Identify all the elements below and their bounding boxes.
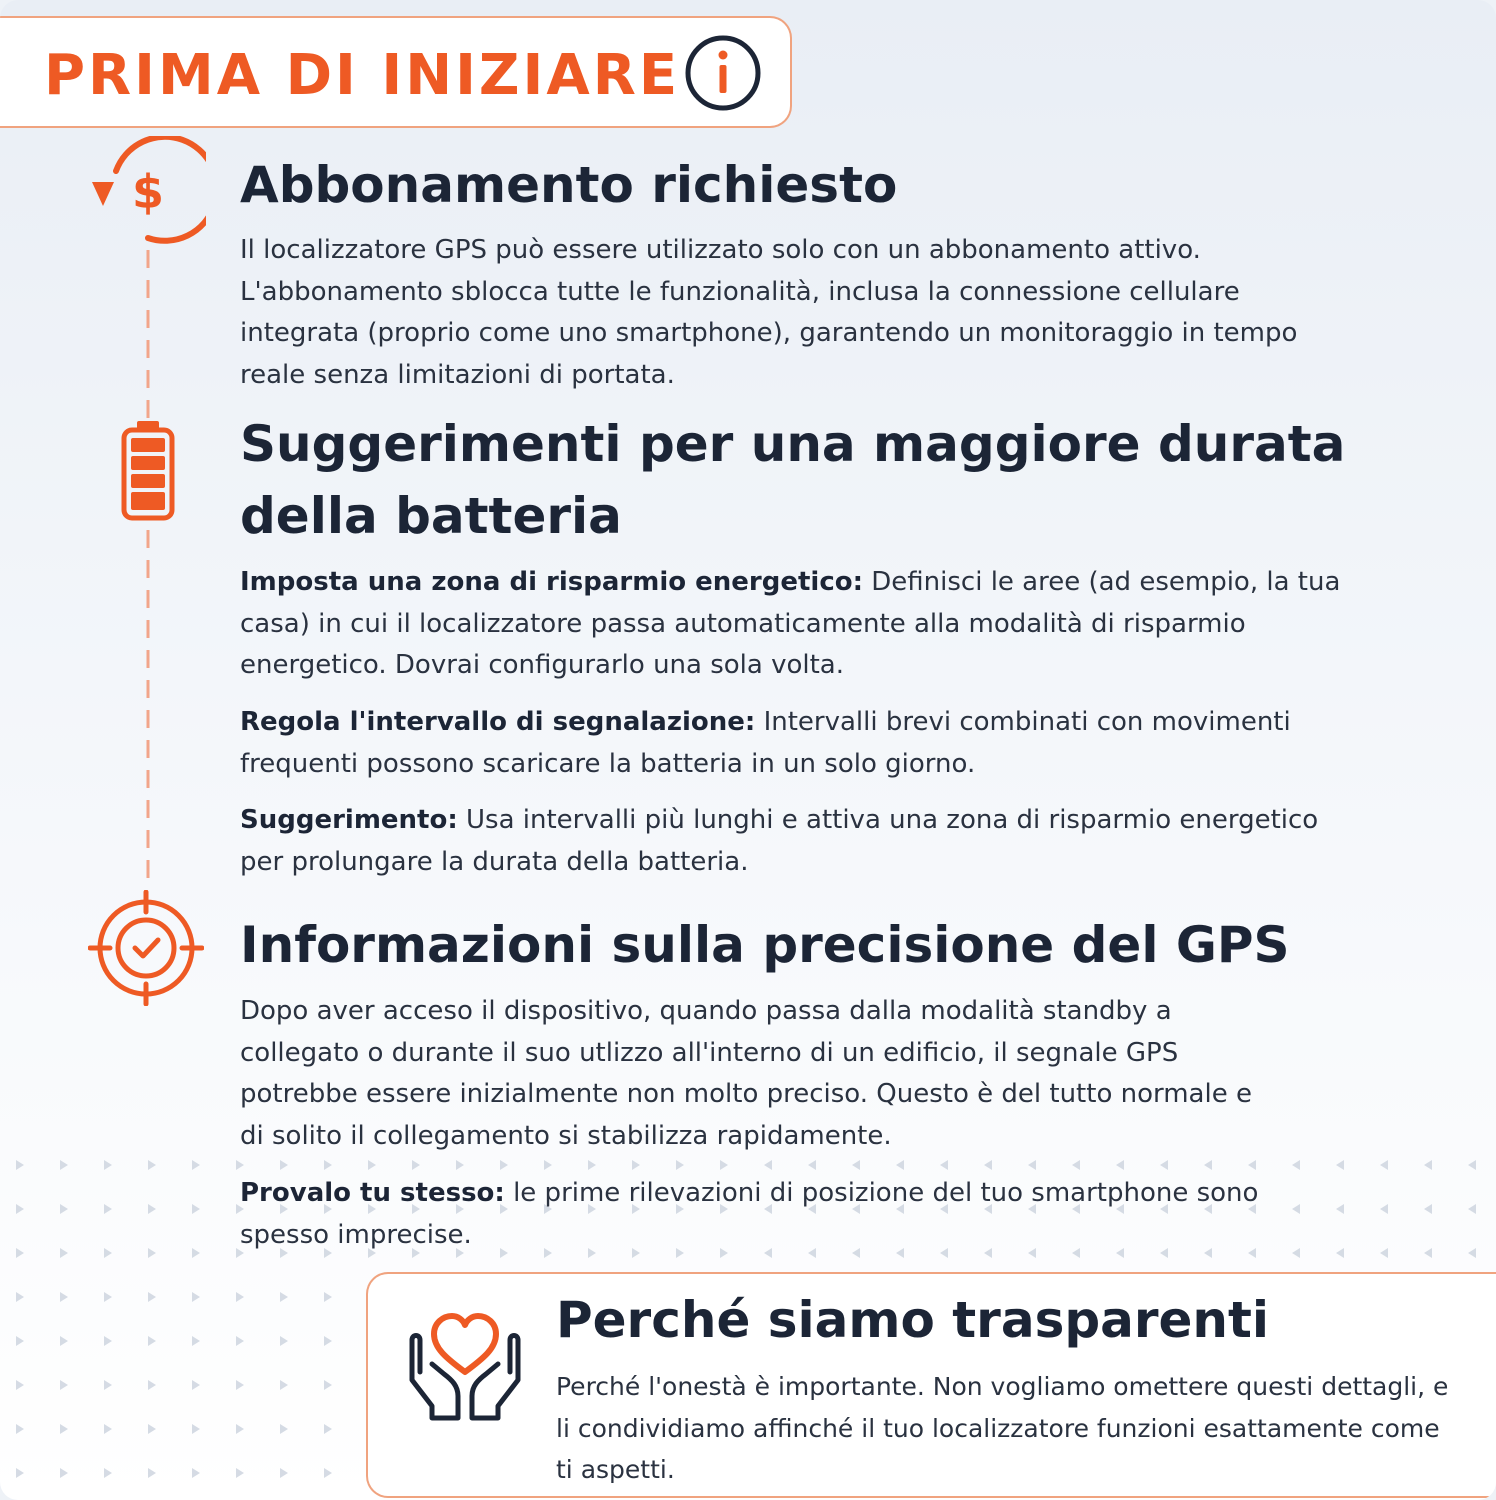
- chevron-decoration: [984, 1248, 992, 1258]
- chevron-decoration: [456, 1160, 464, 1170]
- chevron-decoration: [60, 1380, 68, 1390]
- chevron-decoration: [324, 1468, 332, 1478]
- target-check-icon: [88, 890, 204, 1006]
- chevron-decoration: [1072, 1160, 1080, 1170]
- tip-label: Regola l'intervallo di segnalazione:: [240, 707, 756, 737]
- chevron-decoration: [368, 1160, 376, 1170]
- chevron-decoration: [1248, 1160, 1256, 1170]
- chevron-decoration: [1116, 1160, 1124, 1170]
- chevron-decoration: [60, 1204, 68, 1214]
- section-title-battery-line-1: Suggerimenti per una maggiore durata: [240, 415, 1346, 473]
- chevron-decoration: [16, 1292, 24, 1302]
- chevron-decoration: [1204, 1160, 1212, 1170]
- chevron-decoration: [1292, 1248, 1300, 1258]
- chevron-decoration: [940, 1160, 948, 1170]
- chevron-decoration: [192, 1204, 200, 1214]
- chevron-decoration: [16, 1424, 24, 1434]
- chevron-decoration: [60, 1248, 68, 1258]
- chevron-decoration: [104, 1292, 112, 1302]
- section-title-gps-accuracy: Informazioni sulla precisione del GPS: [240, 916, 1290, 974]
- battery-tip-2-line-2: frequenti possono scaricare la batteria in un solo giorno.: [240, 748, 976, 779]
- chevron-decoration: [60, 1468, 68, 1478]
- chevron-decoration: [148, 1160, 156, 1170]
- chevron-decoration: [1424, 1248, 1432, 1258]
- chevron-decoration: [896, 1248, 904, 1258]
- battery-tip-1-line-2: casa) in cui il localizzatore passa automaticamente alla modalità di risparmio: [240, 608, 1246, 639]
- chevron-decoration: [324, 1424, 332, 1434]
- chevron-decoration: [896, 1160, 904, 1170]
- chevron-decoration: [1116, 1248, 1124, 1258]
- chevron-decoration: [632, 1248, 640, 1258]
- chevron-decoration: [852, 1248, 860, 1258]
- chevron-decoration: [104, 1424, 112, 1434]
- chevron-decoration: [808, 1248, 816, 1258]
- chevron-decoration: [148, 1204, 156, 1214]
- chevron-decoration: [192, 1248, 200, 1258]
- chevron-decoration: [1248, 1248, 1256, 1258]
- chevron-decoration: [1028, 1160, 1036, 1170]
- chevron-decoration: [1380, 1204, 1388, 1214]
- hands-heart-icon: [406, 1310, 524, 1422]
- chevron-decoration: [1424, 1160, 1432, 1170]
- chevron-decoration: [280, 1336, 288, 1346]
- chevron-decoration: [280, 1292, 288, 1302]
- chevron-decoration: [104, 1380, 112, 1390]
- chevron-decoration: [1160, 1160, 1168, 1170]
- transparency-line-1: Perché l'onestà è importante. Non vogliamo omettere questi dettagli, e: [556, 1372, 1449, 1401]
- chevron-decoration: [60, 1336, 68, 1346]
- gps-line-2: collegato o durante il suo utlizzo all'interno di un edificio, il segnale GPS: [240, 1037, 1179, 1068]
- chevron-decoration: [588, 1160, 596, 1170]
- transparency-line-3: ti aspetti.: [556, 1455, 675, 1484]
- chevron-decoration: [60, 1292, 68, 1302]
- chevron-decoration: [192, 1160, 200, 1170]
- battery-tip-3-line-2: per prolungare la durata della batteria.: [240, 846, 749, 877]
- chevron-decoration: [588, 1248, 596, 1258]
- chevron-decoration: [1336, 1248, 1344, 1258]
- chevron-decoration: [236, 1424, 244, 1434]
- chevron-decoration: [324, 1336, 332, 1346]
- chevron-decoration: [1292, 1204, 1300, 1214]
- chevron-decoration: [192, 1468, 200, 1478]
- chevron-decoration: [324, 1160, 332, 1170]
- chevron-decoration: [16, 1204, 24, 1214]
- chevron-decoration: [1292, 1160, 1300, 1170]
- chevron-decoration: [544, 1160, 552, 1170]
- chevron-decoration: [104, 1248, 112, 1258]
- chevron-decoration: [764, 1248, 772, 1258]
- chevron-decoration: [236, 1292, 244, 1302]
- chevron-decoration: [148, 1248, 156, 1258]
- svg-text:$: $: [131, 165, 165, 219]
- chevron-decoration: [720, 1248, 728, 1258]
- page-title: PRIMA DI INIZIARE: [44, 43, 681, 108]
- tip-label: Imposta una zona di risparmio energetico:: [240, 567, 863, 597]
- timeline-connector: [146, 240, 150, 890]
- chevron-decoration: [808, 1160, 816, 1170]
- section-title-subscription: Abbonamento richiesto: [240, 156, 898, 214]
- chevron-decoration: [104, 1336, 112, 1346]
- chevron-decoration: [1336, 1160, 1344, 1170]
- chevron-decoration: [1336, 1204, 1344, 1214]
- chevron-decoration: [1028, 1248, 1036, 1258]
- chevron-decoration: [940, 1248, 948, 1258]
- chevron-decoration: [148, 1336, 156, 1346]
- chevron-decoration: [236, 1380, 244, 1390]
- battery-icon: [118, 418, 178, 522]
- chevron-decoration: [676, 1160, 684, 1170]
- chevron-decoration: [412, 1160, 420, 1170]
- chevron-decoration: [236, 1160, 244, 1170]
- chevron-decoration: [104, 1468, 112, 1478]
- chevron-decoration: [236, 1336, 244, 1346]
- transparency-title: Perché siamo trasparenti: [556, 1291, 1270, 1349]
- chevron-decoration: [1468, 1248, 1476, 1258]
- gps-line-1: Dopo aver acceso il dispositivo, quando passa dalla modalità standby a: [240, 996, 1172, 1026]
- subscription-line-3: integrata (proprio come uno smartphone), garantendo un monitoraggio in tempo: [240, 318, 1298, 348]
- chevron-decoration: [1380, 1248, 1388, 1258]
- chevron-decoration: [192, 1424, 200, 1434]
- gps-line-3: potrebbe essere inizialmente non molto preciso. Questo è del tutto normale e: [240, 1079, 1252, 1109]
- chevron-decoration: [280, 1380, 288, 1390]
- chevron-decoration: [148, 1468, 156, 1478]
- chevron-decoration: [192, 1336, 200, 1346]
- subscription-line-4: reale senza limitazioni di portata.: [240, 359, 675, 390]
- chevron-decoration: [16, 1380, 24, 1390]
- gps-line-4: di solito il collegamento si stabilizza rapidamente.: [240, 1120, 892, 1151]
- chevron-decoration: [764, 1160, 772, 1170]
- transparency-line-2: li condividiamo affinché il tuo localizzatore funzioni esattamente come: [556, 1413, 1440, 1443]
- battery-tip-1-line-3: energetico. Dovrai configurarlo una sola volta.: [240, 650, 845, 680]
- chevron-decoration: [544, 1248, 552, 1258]
- chevron-decoration: [1072, 1248, 1080, 1258]
- chevron-decoration: [1160, 1248, 1168, 1258]
- chevron-decoration: [148, 1424, 156, 1434]
- dollar-refresh-icon: [86, 136, 206, 246]
- gps-tip-line-2: spesso imprecise.: [240, 1219, 472, 1250]
- chevron-decoration: [16, 1160, 24, 1170]
- chevron-decoration: [324, 1380, 332, 1390]
- chevron-decoration: [148, 1380, 156, 1390]
- chevron-decoration: [500, 1248, 508, 1258]
- chevron-decoration: [16, 1248, 24, 1258]
- chevron-decoration: [16, 1468, 24, 1478]
- chevron-decoration: [500, 1160, 508, 1170]
- chevron-decoration: [676, 1248, 684, 1258]
- chevron-decoration: [16, 1336, 24, 1346]
- chevron-decoration: [324, 1292, 332, 1302]
- chevron-decoration: [852, 1160, 860, 1170]
- chevron-decoration: [104, 1204, 112, 1214]
- chevron-decoration: [280, 1160, 288, 1170]
- subscription-line-2: L'abbonamento sblocca tutte le funzionalità, inclusa la connessione cellulare: [240, 276, 1240, 307]
- subscription-line-1: Il localizzatore GPS può essere utilizzato solo con un abbonamento attivo.: [240, 235, 1201, 265]
- chevron-decoration: [1468, 1160, 1476, 1170]
- chevron-decoration: [720, 1160, 728, 1170]
- chevron-decoration: [192, 1292, 200, 1302]
- chevron-decoration: [984, 1160, 992, 1170]
- chevron-decoration: [60, 1424, 68, 1434]
- chevron-decoration: [632, 1160, 640, 1170]
- chevron-decoration: [104, 1160, 112, 1170]
- chevron-decoration: [60, 1160, 68, 1170]
- battery-tip-1-line-1: Imposta una zona di risparmio energetico: Definisci le aree (ad esempio, la tua: [240, 567, 1341, 597]
- chevron-decoration: [148, 1292, 156, 1302]
- tip-label: Suggerimento:: [240, 805, 458, 835]
- chevron-decoration: [192, 1380, 200, 1390]
- chevron-decoration: [280, 1468, 288, 1478]
- chevron-decoration: [236, 1468, 244, 1478]
- info-icon: [684, 34, 762, 112]
- section-title-battery-line-2: della batteria: [240, 487, 622, 545]
- chevron-decoration: [1424, 1204, 1432, 1214]
- battery-tip-3-line-1: Suggerimento: Usa intervalli più lunghi e attiva una zona di risparmio energetico: [240, 805, 1319, 835]
- chevron-decoration: [1380, 1160, 1388, 1170]
- gps-tip-line-1: Provalo tu stesso: le prime rilevazioni di posizione del tuo smartphone sono: [240, 1178, 1259, 1208]
- chevron-decoration: [280, 1424, 288, 1434]
- chevron-decoration: [1468, 1204, 1476, 1214]
- battery-tip-2-line-1: Regola l'intervallo di segnalazione: Intervalli brevi combinati con movimenti: [240, 707, 1291, 737]
- chevron-decoration: [1204, 1248, 1212, 1258]
- tip-label: Provalo tu stesso:: [240, 1178, 505, 1208]
